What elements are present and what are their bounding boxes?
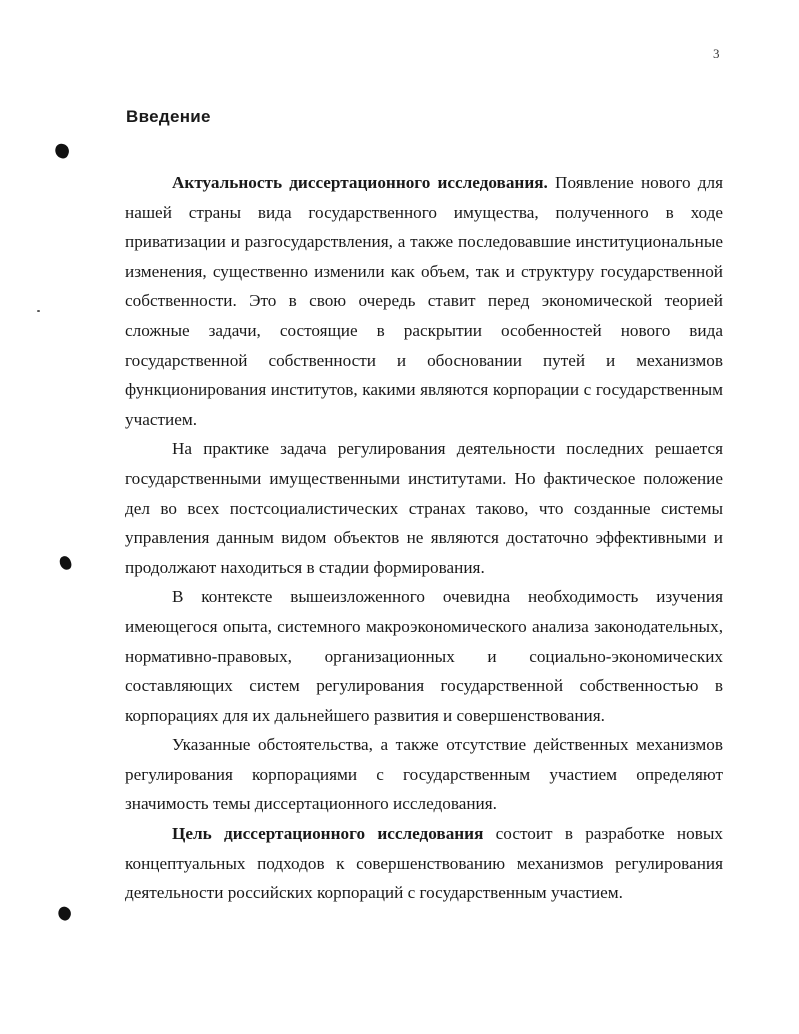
paragraph-text-context: В контексте вышеизложенного очевидна необходимость изучения имеющегося опыта, системного макроэкономического анализа законодательных, нормативно-правовых, организационных и социально-экономических составляющих систем регулирования государственной собственностью в корпорациях для их дальнейшего развития и совершенствования. [125,587,723,725]
scan-blot-top [53,142,71,160]
paragraph-lead-goal: Цель диссертационного исследования [172,824,484,844]
page-number: 3 [713,46,720,61]
paragraph-text-goal: состоит в разработке новых концептуальных подходов к совершенствованию механизмов регулирования деятельности российских корпораций с государственным участием. [125,824,723,903]
body-text [125,168,723,908]
paragraph-goal [125,819,723,908]
scan-speck [37,310,40,312]
paragraph-relevance [125,168,723,434]
paragraph-text-practice: На практике задача регулирования деятельности последних решается государственными имущественными институтами. Но фактическое положение дел во всех постсоциалистических странах таково, что созданные системы управления данным видом объектов не являются достаточно эффективными и продолжают находиться в стадии формирования. [125,439,723,577]
paragraph-practice [125,434,723,582]
scan-blot-middle [58,555,72,571]
paragraph-text-circumstances: Указанные обстоятельства, а также отсутствие действенных механизмов регулирования корпорациями с государственным участием определяют значимость темы диссертационного исследования. [125,735,723,814]
paragraph-text-relevance: Появление нового для нашей страны вида государственного имущества, полученного в ходе приватизации и разгосударствления, а также последовавшие институциональные изменения, существенно изменили как объем, так и структуру государственной собственности. Это в свою очередь ставит перед экономической теорией сложные задачи, состоящие в раскрытии особенностей нового вида государственной собственности и обосновании путей и механизмов функционирования институтов, какими являются корпорации с государственным участием. [125,173,724,429]
paragraph-circumstances [125,730,723,819]
section-heading: Введение [126,107,211,126]
paragraph-context [125,582,723,730]
paragraph-lead-relevance: Актуальность диссертационного исследования. [172,173,548,192]
scan-blot-bottom [56,905,74,923]
